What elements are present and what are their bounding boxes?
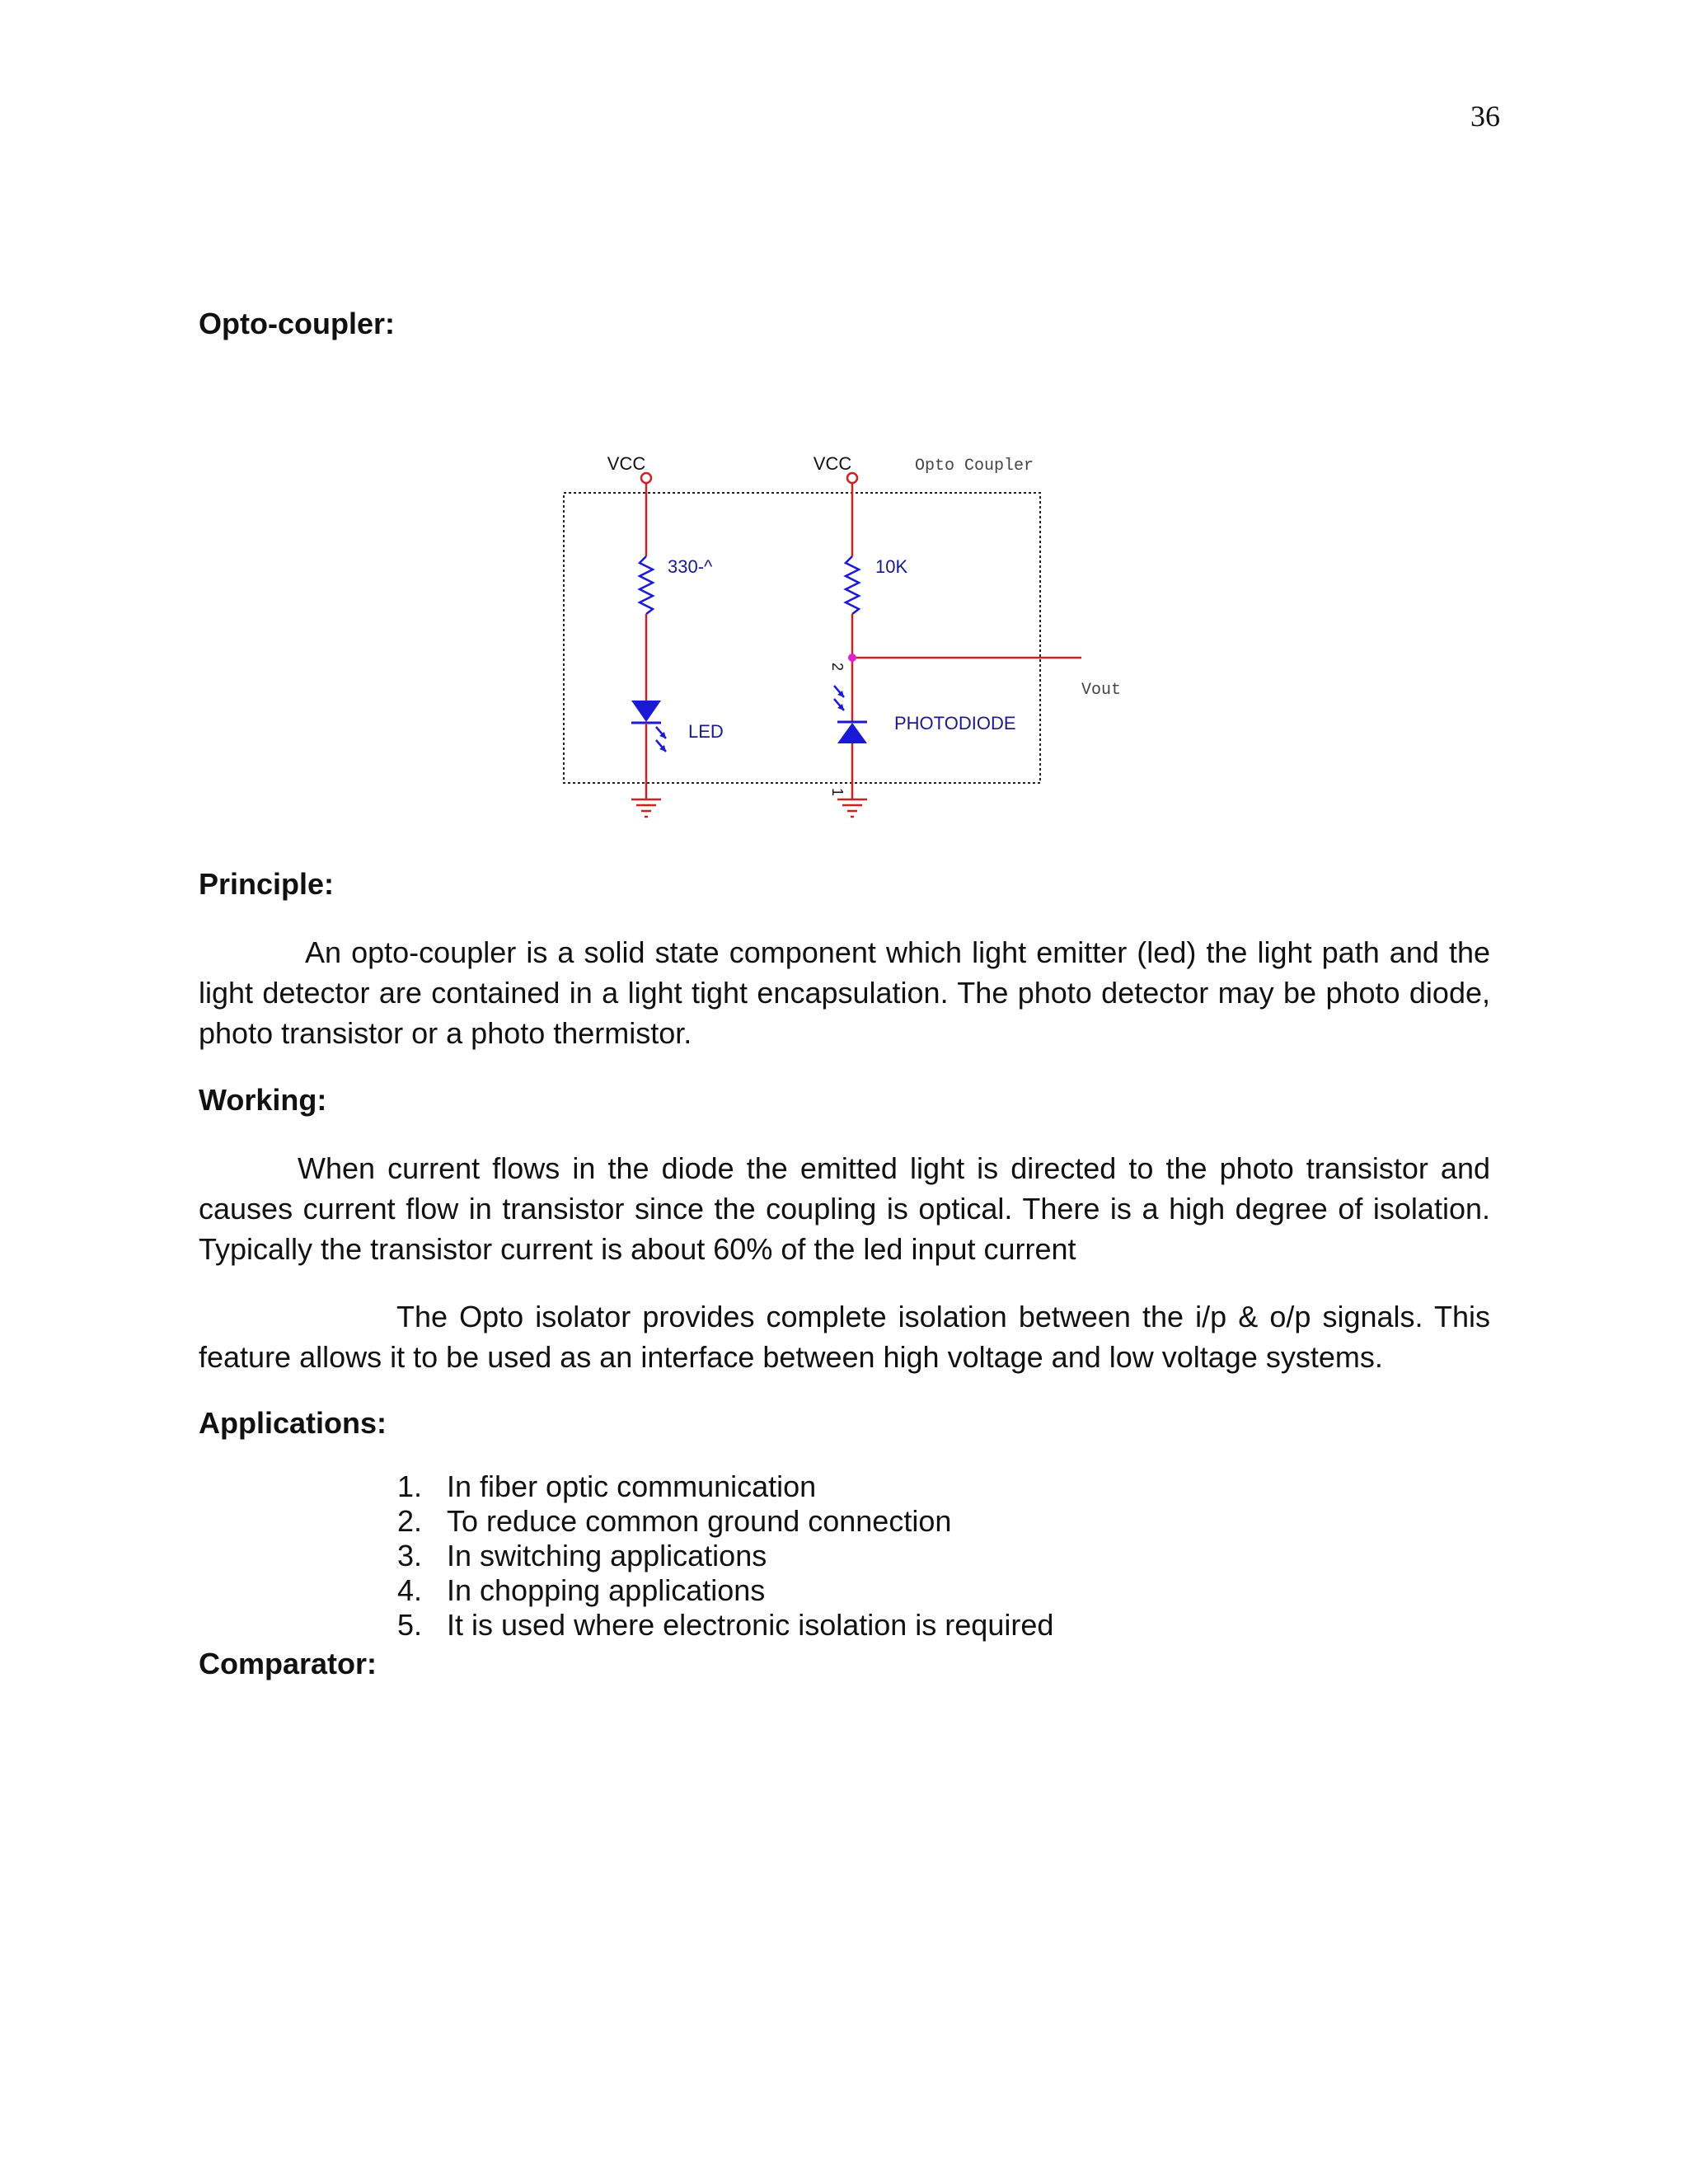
list-item: 5. It is used where electronic isolation is required bbox=[397, 1608, 1054, 1642]
applications-heading: Applications: bbox=[199, 1406, 387, 1440]
pin2-label: 2 bbox=[829, 663, 846, 672]
working-heading: Working: bbox=[199, 1083, 327, 1117]
list-item: 1. In fiber optic communication bbox=[397, 1469, 817, 1503]
applications-list bbox=[397, 1469, 1053, 1643]
vcc-left-label: VCC bbox=[607, 453, 646, 474]
led-label: LED bbox=[688, 721, 724, 742]
opto-coupler-title: Opto Coupler bbox=[915, 457, 1034, 476]
photodiode-label: PHOTODIODE bbox=[894, 713, 1016, 733]
led-diode-triangle bbox=[631, 701, 661, 722]
vcc-right-label: VCC bbox=[813, 453, 852, 474]
principle-paragraph: An opto-coupler is a solid state component which light emitter (led) the light path and the light detector are contained in a light tight encapsulation. The photo detector may be photo diode, photo transistor or a photo thermistor. bbox=[199, 935, 1490, 1050]
vcc-left-terminal bbox=[641, 473, 651, 483]
opto-coupler-circuit-diagram bbox=[544, 437, 1137, 832]
vcc-right-terminal bbox=[847, 473, 857, 483]
working-paragraph-1: When current flows in the diode the emitted light is directed to the photo transistor and causes current flow in transistor since the coupling is optical. There is a high degree of isolation. Typically the transistor current is about 60% of the led input current bbox=[199, 1151, 1490, 1266]
r1-label: 330-^ bbox=[668, 556, 713, 577]
opto-coupler-heading: Opto-coupler: bbox=[199, 307, 395, 340]
resistor-330 bbox=[640, 556, 653, 614]
principle-heading: Principle: bbox=[199, 867, 335, 901]
page-number: 36 bbox=[1470, 100, 1500, 133]
pin1-label: 1 bbox=[829, 788, 846, 797]
vout-label: Vout bbox=[1081, 681, 1122, 700]
photodiode-triangle bbox=[837, 723, 867, 743]
list-item: 3. In switching applications bbox=[397, 1539, 767, 1572]
vout-node-dot bbox=[848, 654, 856, 662]
working-paragraph-2: The Opto isolator provides complete isolation between the i/p & o/p signals. This feature allows it to be used as an interface between high voltage and low voltage systems. bbox=[199, 1300, 1490, 1374]
opto-coupler-enclosure bbox=[564, 493, 1040, 783]
list-item: 4. In chopping applications bbox=[397, 1573, 766, 1607]
comparator-heading: Comparator: bbox=[199, 1647, 377, 1680]
resistor-10k bbox=[846, 556, 859, 614]
list-item: 2. To reduce common ground connection bbox=[397, 1504, 952, 1538]
r2-label: 10K bbox=[875, 556, 908, 577]
